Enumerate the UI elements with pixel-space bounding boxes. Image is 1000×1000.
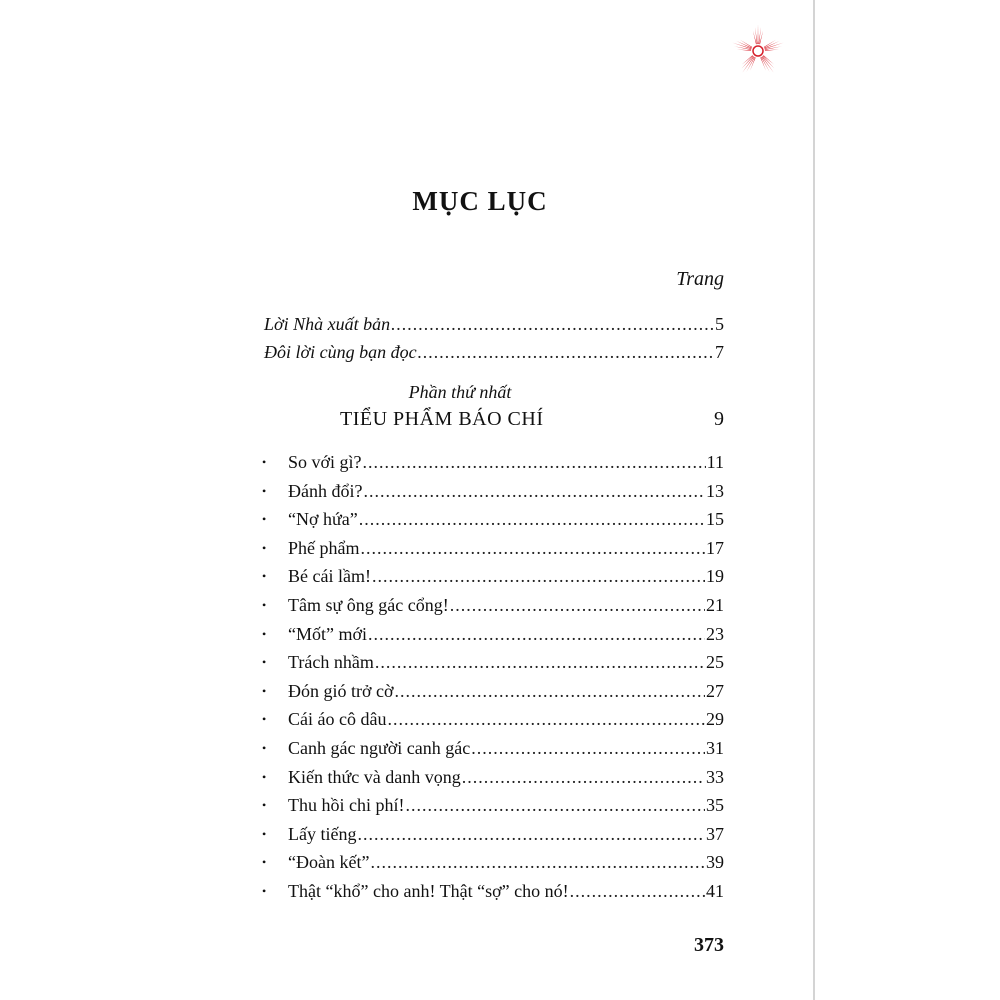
toc-entry[interactable] <box>262 738 724 764</box>
toc-entry-label: Thật “khổ” cho anh! Thật “sợ” cho nó! <box>288 881 569 901</box>
bullet-icon: • <box>262 541 267 555</box>
toc-entry-page: 37 <box>706 824 724 844</box>
dot-leader <box>372 566 705 587</box>
bullet-icon: • <box>262 484 267 498</box>
logo-ray <box>765 43 784 49</box>
dot-leader <box>359 509 705 530</box>
toc-entry-page: 33 <box>706 767 724 787</box>
toc-entry-label: Cái áo cô dâu <box>288 709 387 729</box>
toc-entry-label: Đôi lời cùng bạn đọc <box>264 342 417 362</box>
toc-entry-page: 11 <box>706 452 724 472</box>
part-page: 9 <box>714 408 724 430</box>
logo-ray <box>753 31 757 45</box>
bullet-icon: • <box>262 712 267 726</box>
toc-entry-page: 7 <box>715 342 724 362</box>
toc-entry-page: 27 <box>706 681 724 701</box>
toc-entry-label: Lời Nhà xuất bản <box>264 314 391 334</box>
toc-entry-front-1[interactable] <box>264 314 724 340</box>
toc-entry-label: “Mốt” mới <box>288 624 368 644</box>
dot-leader <box>395 681 705 702</box>
bullet-icon: • <box>262 770 267 784</box>
toc-entry[interactable] <box>262 709 724 735</box>
toc-entry[interactable] <box>262 452 724 478</box>
bullet-icon: • <box>262 798 267 812</box>
bullet-icon: • <box>262 569 267 583</box>
toc-entry[interactable] <box>262 824 724 850</box>
toc-entry[interactable] <box>262 509 724 535</box>
page-number: 373 <box>694 934 724 956</box>
part-subtitle: Phần thứ nhất <box>408 382 512 402</box>
bullet-icon: • <box>262 627 267 641</box>
toc-entry-page: 13 <box>706 481 724 501</box>
toc-entry-label: Đánh đổi? <box>288 481 363 501</box>
toc-entry-front-2[interactable] <box>264 342 724 368</box>
bullet-icon: • <box>262 684 267 698</box>
toc-entry-page: 15 <box>706 509 724 529</box>
dot-leader <box>570 881 705 902</box>
logo-ray <box>737 50 751 51</box>
dot-leader <box>363 452 706 473</box>
bullet-icon: • <box>262 855 267 869</box>
toc-entry[interactable] <box>262 538 724 564</box>
toc-entry-page: 5 <box>715 314 724 334</box>
toc-entry-page: 39 <box>706 852 724 872</box>
page-column-label: Trang <box>676 268 724 290</box>
logo-ray <box>765 50 779 51</box>
publisher-logo-icon <box>728 22 788 80</box>
bullet-icon: • <box>262 741 267 755</box>
toc-entry-page: 31 <box>706 738 724 758</box>
toc-entry[interactable] <box>262 566 724 592</box>
toc-entry-page: 21 <box>706 595 724 615</box>
bullet-icon: • <box>262 598 267 612</box>
toc-entry[interactable] <box>262 595 724 621</box>
toc-entry-label: So với gì? <box>288 452 362 472</box>
toc-entry[interactable] <box>262 652 724 678</box>
dot-leader <box>418 342 714 363</box>
toc-entry[interactable] <box>262 852 724 878</box>
logo-ray <box>732 43 751 49</box>
bullet-icon: • <box>262 827 267 841</box>
dot-leader <box>471 738 705 759</box>
toc-entry-page: 25 <box>706 652 724 672</box>
toc-entry-label: Tâm sự ông gác cổng! <box>288 595 449 615</box>
dot-leader <box>357 824 705 845</box>
toc-entry-label: Đón gió trở cờ <box>288 681 394 701</box>
toc-entry-page: 19 <box>706 566 724 586</box>
toc-entry-label: Lấy tiếng <box>288 824 357 844</box>
logo-ray <box>764 40 776 48</box>
logo-center <box>753 46 763 56</box>
dot-leader <box>450 595 705 616</box>
toc-title: MỤC LỤC <box>412 186 548 216</box>
dot-leader <box>375 652 705 673</box>
toc-entry-page: 41 <box>706 881 724 901</box>
toc-entry-label: Bé cái lầm! <box>288 566 371 586</box>
dot-leader <box>361 538 706 559</box>
page-edge <box>813 0 815 1000</box>
toc-entry[interactable] <box>262 881 724 907</box>
dot-leader <box>363 481 705 502</box>
bullet-icon: • <box>262 884 267 898</box>
toc-entry-label: Kiến thức và danh vọng <box>288 767 461 787</box>
logo-ray <box>759 31 763 45</box>
bullet-icon: • <box>262 455 267 469</box>
dot-leader <box>391 314 714 335</box>
toc-entry[interactable] <box>262 767 724 793</box>
toc-entry-label: Trách nhầm <box>288 652 374 672</box>
toc-entry-label: “Nợ hứa” <box>288 509 358 529</box>
bullet-icon: • <box>262 655 267 669</box>
toc-entry-page: 17 <box>706 538 724 558</box>
dot-leader <box>405 795 705 816</box>
bullet-icon: • <box>262 512 267 526</box>
toc-entry-page: 23 <box>706 624 724 644</box>
toc-entry-label: Canh gác người canh gác <box>288 738 471 758</box>
toc-entry-label: “Đoàn kết” <box>288 852 370 872</box>
toc-entry[interactable] <box>262 681 724 707</box>
logo-ray <box>758 24 759 44</box>
toc-entry[interactable] <box>262 795 724 821</box>
part-title[interactable]: TIỂU PHẨM BÁO CHÍ <box>340 408 544 430</box>
toc-entry[interactable] <box>262 481 724 507</box>
dot-leader <box>462 767 705 788</box>
dot-leader <box>370 852 705 873</box>
toc-entry-page: 29 <box>706 709 724 729</box>
toc-entry-page: 35 <box>706 795 724 815</box>
toc-entry-label: Thu hồi chi phí! <box>288 795 405 815</box>
toc-entry[interactable] <box>262 624 724 650</box>
toc-entry-label: Phế phẩm <box>288 538 360 558</box>
logo-ray <box>740 40 752 48</box>
dot-leader <box>387 709 705 730</box>
dot-leader <box>368 624 705 645</box>
